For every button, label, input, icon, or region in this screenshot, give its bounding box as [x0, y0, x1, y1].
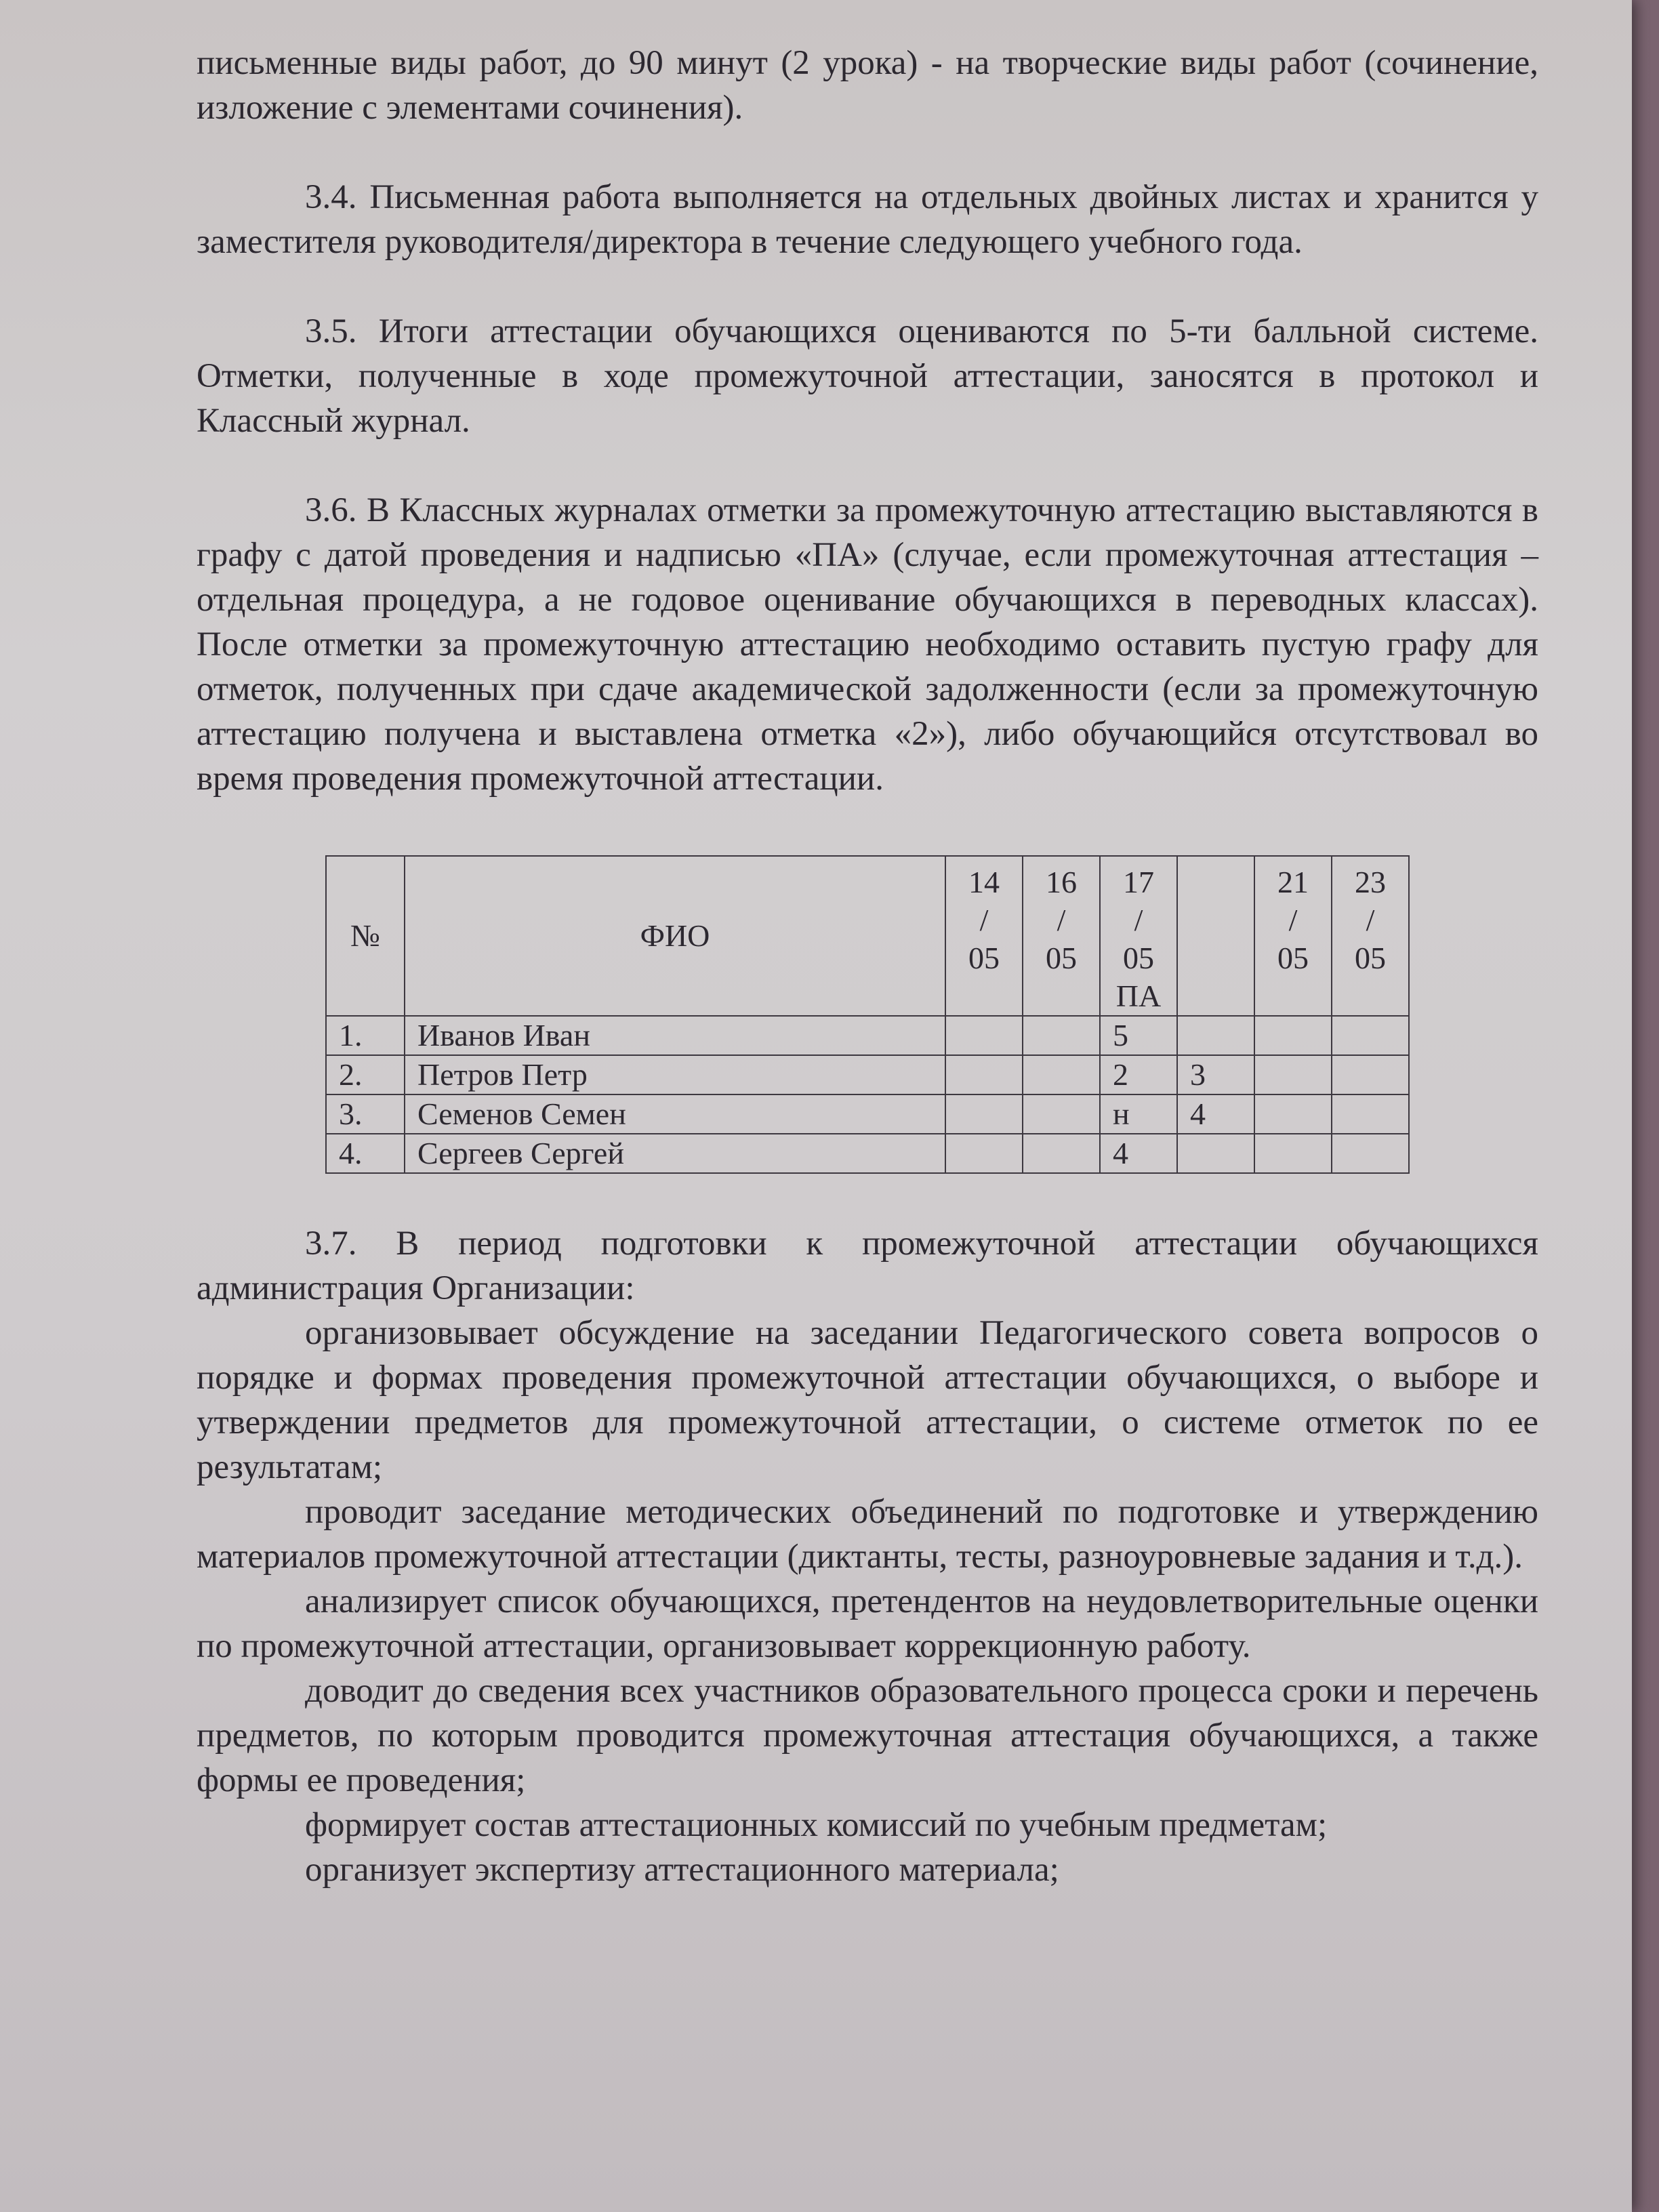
row-cell — [1177, 1134, 1254, 1173]
header-name: ФИО — [405, 856, 945, 1016]
row-cell — [1177, 1016, 1254, 1055]
table-row — [326, 1016, 1409, 1055]
list-item: проводит заседание методических объединений по подготовке и утверждению материалов промежуточной аттестации (диктанты, тесты, разноуровневые задания и т.д.). — [197, 1493, 1538, 1576]
date-month: 05 — [1355, 941, 1386, 975]
row-cell: 3 — [1177, 1055, 1254, 1094]
list-item: анализирует список обучающихся, претендентов на неудовлетворительные оценки по промежуточной аттестации, организовывает коррекционную работу. — [197, 1582, 1538, 1665]
header-num: № — [326, 856, 405, 1016]
header-date-1 — [945, 856, 1023, 1016]
row-cell — [945, 1055, 1023, 1094]
row-cell — [1254, 1134, 1332, 1173]
row-cell — [1254, 1055, 1332, 1094]
row-cell — [945, 1016, 1023, 1055]
grades-table — [325, 855, 1410, 1174]
table-row — [326, 1134, 1409, 1173]
date-sep: / — [1366, 903, 1375, 937]
paragraph-3-7-heading: 3.7. В период подготовки к промежуточной аттестации обучающихся администрация Организации: — [197, 1225, 1538, 1307]
grades-table-wrap — [325, 855, 1538, 1174]
row-cell — [1023, 1094, 1100, 1134]
row-cell — [1332, 1055, 1409, 1094]
date-month: 05 — [1123, 941, 1154, 975]
date-day: 23 — [1355, 865, 1386, 899]
date-sep: / — [1288, 903, 1298, 937]
row-name: Сергеев Сергей — [405, 1134, 945, 1173]
table-row — [326, 1055, 1409, 1094]
row-cell: 4 — [1177, 1094, 1254, 1134]
list-item: организовывает обсуждение на заседании Педагогического совета вопросов о порядке и формах проведения промежуточной аттестации обучающихся, о выборе и утверждении предметов для промежуточной аттестации, о системе отметок по ее результатам; — [197, 1314, 1538, 1486]
date-day: 21 — [1277, 865, 1309, 899]
paragraph-continuation: письменные виды работ, до 90 минут (2 урока) - на творческие виды работ (сочинение, изложение с элементами сочинения). — [197, 44, 1538, 127]
date-sep: / — [1134, 903, 1143, 937]
page-content — [197, 41, 1538, 1892]
row-name: Семенов Семен — [405, 1094, 945, 1134]
row-cell — [1332, 1094, 1409, 1134]
date-month: 05 — [1046, 941, 1077, 975]
header-date-6 — [1332, 856, 1409, 1016]
table-row — [326, 1094, 1409, 1134]
row-cell — [1023, 1016, 1100, 1055]
row-num: 2. — [326, 1055, 405, 1094]
row-cell: н — [1100, 1094, 1177, 1134]
row-cell — [945, 1094, 1023, 1134]
row-name: Петров Петр — [405, 1055, 945, 1094]
row-num: 1. — [326, 1016, 405, 1055]
date-day: 14 — [968, 865, 1000, 899]
row-cell — [1332, 1016, 1409, 1055]
list-item: организует экспертизу аттестационного материала; — [305, 1851, 1059, 1889]
row-cell: 5 — [1100, 1016, 1177, 1055]
table-header-row — [326, 856, 1409, 1016]
header-date-5 — [1254, 856, 1332, 1016]
row-cell: 2 — [1100, 1055, 1177, 1094]
header-date-2 — [1023, 856, 1100, 1016]
list-item: формирует состав аттестационных комиссий по учебным предметам; — [305, 1806, 1328, 1844]
date-note: ПА — [1115, 979, 1162, 1013]
header-date-4 — [1177, 856, 1254, 1016]
row-cell — [1023, 1055, 1100, 1094]
date-month: 05 — [1277, 941, 1309, 975]
list-item: доводит до сведения всех участников образовательного процесса сроки и перечень предметов, по которым проводится промежуточная аттестация обучающихся, а также формы ее проведения; — [197, 1672, 1538, 1799]
row-num: 4. — [326, 1134, 405, 1173]
row-cell — [1332, 1134, 1409, 1173]
date-day: 17 — [1123, 865, 1154, 899]
paragraph-3-4: 3.4. Письменная работа выполняется на отдельных двойных листах и хранится у заместителя руководителя/директора в течение следующего учебного года. — [197, 178, 1538, 261]
row-cell: 4 — [1100, 1134, 1177, 1173]
date-day: 16 — [1046, 865, 1077, 899]
row-name: Иванов Иван — [405, 1016, 945, 1055]
date-month: 05 — [968, 941, 1000, 975]
row-cell — [1254, 1094, 1332, 1134]
row-cell — [1023, 1134, 1100, 1173]
paragraph-3-5: 3.5. Итоги аттестации обучающихся оцениваются по 5-ти балльной системе. Отметки, полученные в ходе промежуточной аттестации, заносятся в протокол и Классный журнал. — [197, 312, 1538, 440]
row-num: 3. — [326, 1094, 405, 1134]
row-cell — [1254, 1016, 1332, 1055]
paragraph-3-6: 3.6. В Классных журналах отметки за промежуточную аттестацию выставляются в графу с датой проведения и надписью «ПА» (случае, если промежуточная аттестация – отдельная процедура, а не годовое оценивание обучающихся в переводных классах). После отметки за промежуточную аттестацию необходимо оставить пустую графу для отметок, полученных при сдаче академической задолженности (если за промежуточную аттестацию получена и выставлена отметка «2»), либо обучающийся отсутствовал во время проведения промежуточной аттестации. — [197, 491, 1538, 798]
header-date-3 — [1100, 856, 1177, 1016]
date-sep: / — [979, 903, 989, 937]
date-sep: / — [1057, 903, 1066, 937]
row-cell — [945, 1134, 1023, 1173]
